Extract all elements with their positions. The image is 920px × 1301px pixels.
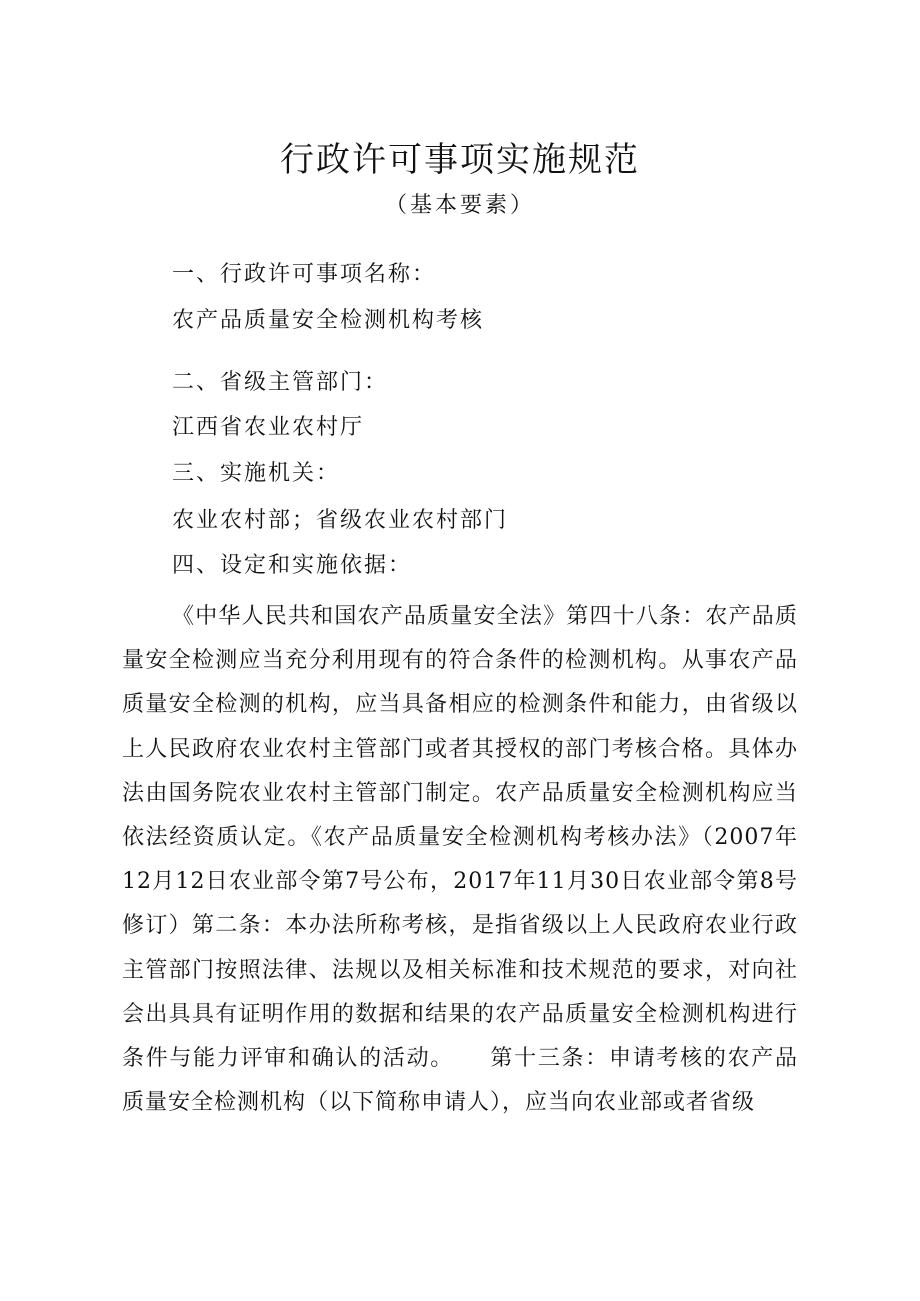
section-3-heading: 三、实施机关： [172, 461, 341, 486]
section-4-heading: 四、设定和实施依据： [172, 553, 413, 578]
document-subtitle: （基本要素） [384, 193, 535, 218]
document-title: 行政许可事项实施规范 [280, 140, 640, 180]
section-1-content: 农产品质量安全检测机构考核 [172, 308, 485, 333]
section-1-heading: 一、行政许可事项名称： [172, 262, 437, 287]
section-2-heading: 二、省级主管部门： [172, 370, 389, 395]
section-3-content: 农业农村部；省级农业农村部门 [172, 508, 509, 533]
section-2-content: 江西省农业农村厅 [172, 415, 365, 440]
basis-paragraph: 《中华人民共和国农产品质量安全法》第四十八条：农产品质量安全检测应当充分利用现有的符合条件的检测机构。从事农产品质量安全检测的机构，应当具备相应的检测条件和能力，由省级以上人民政府农业农村主管部门或者其授权的部门考核合格。具体办法由国务院农业农村主管部门制定。农产品质量安全检测机构应当依法经资质认定。《农产品质量安全检测机构考核办法》（2007年12月12日农业部令第7号公布，2017年11月30日农业部令第8号修订）第二条：本办法所称考核，是指省级以上人民政府农业行政主管部门按照法律、法规以及相关标准和技术规范的要求，对向社会出具具有证明作用的数据和结果的农产品质量安全检测机构进行条件与能力评审和确认的活动。 第十三条：申请考核的农产品质量安全检测机构（以下简称申请人），应当向农业部或者省级 [122, 604, 798, 1116]
